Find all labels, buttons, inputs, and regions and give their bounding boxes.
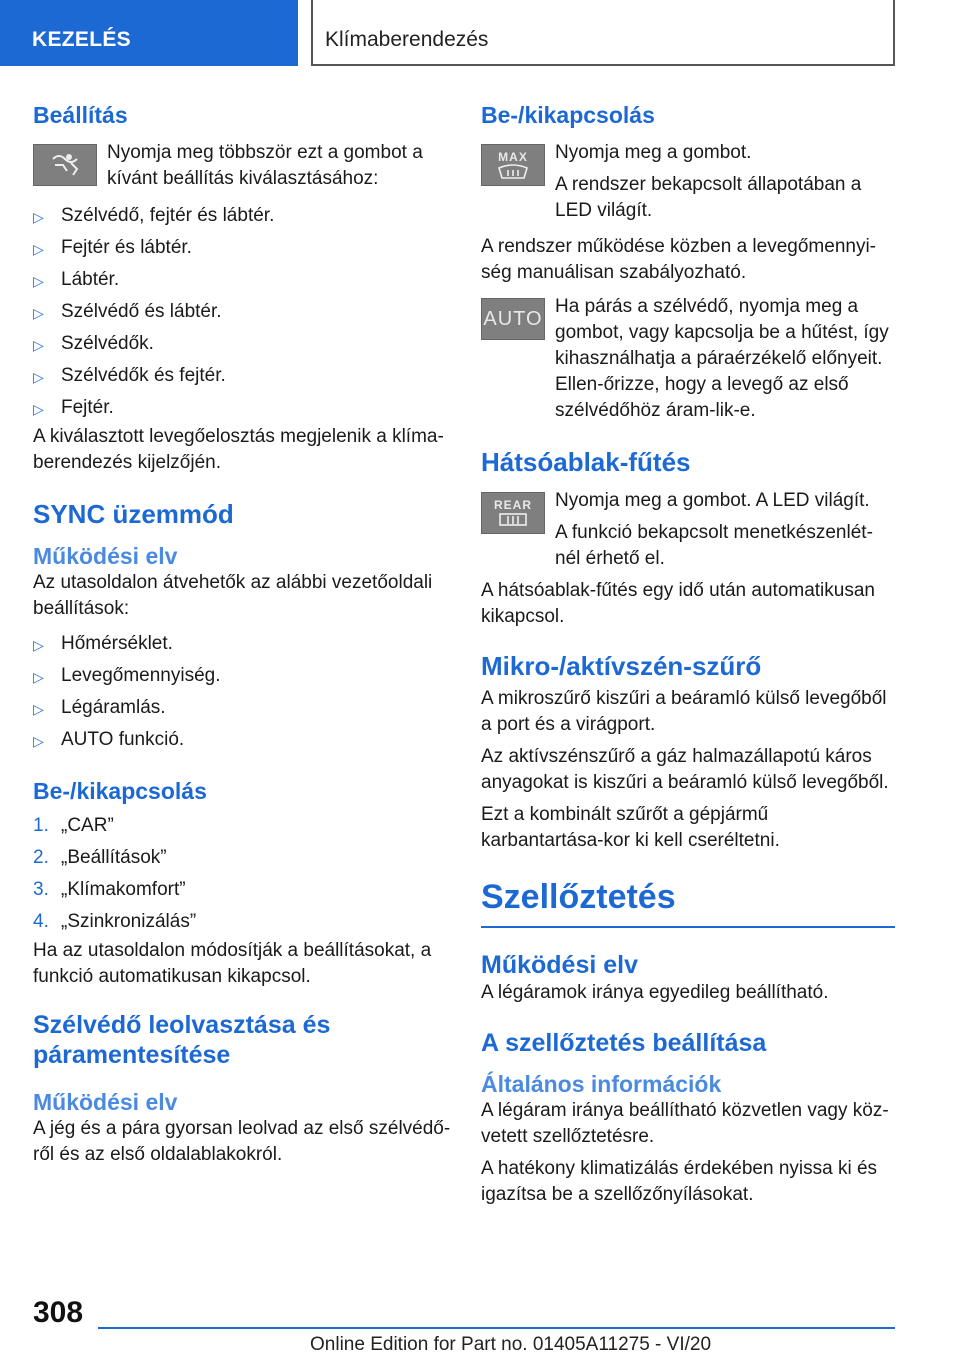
air-distribution-icon (43, 149, 87, 181)
windscreen-heat-icon (496, 164, 530, 180)
auto-text: Ha párás a szélvédő, nyomja meg a gombot, vagy kapcsolja be a hűtést, így kihasználhatja a páraérzékelő előnyeit. Ellen-őrizze, hogy a levegő az első szélvédőhöz áram-lik-e. (555, 296, 889, 421)
onoff-text-2a: A rendszer bekapcsolt állapotában a LED világít. (555, 174, 862, 221)
filter-text-3: Ezt a kombinált szűrőt a gépjármű karbantartása-kor ki kell cseréltetni. (481, 804, 780, 851)
triangle-bullet-icon: ▷ (33, 369, 44, 385)
onoff-text-1: Nyomja meg a gombot. (555, 142, 752, 163)
section-rule (481, 926, 895, 928)
triangle-bullet-icon: ▷ (33, 241, 44, 257)
triangle-bullet-icon: ▷ (33, 669, 44, 685)
list-item: ▷ Szélvédő és lábtér. (33, 296, 453, 328)
rear-text-3: A hátsóablak-fűtés egy idő után automatikusan kikapcsol. (481, 580, 875, 627)
heading-sync: SYNC üzemmód (33, 499, 234, 529)
rear-text-2: A funkció bekapcsolt menetkészenlét-nél érhető el. (555, 522, 873, 569)
auto-button-icon (481, 298, 545, 340)
heading-vent-principle: Működési elv (481, 951, 638, 979)
defrost-text: A jég és a pára gyorsan leolvad az első szélvédő-ről és az első oldalablakokról. (33, 1118, 451, 1165)
setting-button-text: Nyomja meg többször ezt a gombot a kívánt beállítás kiválasztásához: (107, 142, 423, 189)
list-item: ▷ Fejtér és lábtér. (33, 232, 453, 264)
triangle-bullet-icon: ▷ (33, 273, 44, 289)
max-defrost-button-icon (481, 144, 545, 186)
triangle-bullet-icon: ▷ (33, 733, 44, 749)
edition-text: Online Edition for Part no. 01405A11275 - VI/20 (310, 1334, 712, 1355)
rear-window-heat-icon (496, 512, 530, 528)
rear-button-label: REAR (493, 498, 532, 512)
general-text-2: A hatékony klimatizálás érdekében nyissa ki és igazítsa be a szellőzőnyílásokat. (481, 1158, 878, 1205)
filter-text-2: Az aktívszénszűrő a gáz halmazállapotú káros anyagokat is kiszűri a beáramló külső levegőből. (481, 746, 889, 793)
step-item: 3. „Klímakomfort” (33, 879, 186, 900)
air-distribution-button-icon (33, 144, 97, 186)
heading-filter: Mikro-/aktívszén-szűrő (481, 651, 762, 681)
step-item: 4. „Szinkronizálás” (33, 911, 197, 932)
right-column (481, 100, 895, 1214)
sync-note-text: Ha az utasoldalon módosítják a beállításokat, a funkció automatikusan kikapcsol. (33, 940, 432, 987)
auto-button-row (481, 294, 895, 424)
list-item: ▷ Lábtér. (33, 264, 453, 296)
setting-list (33, 200, 453, 424)
sync-steps (33, 810, 453, 938)
triangle-bullet-icon: ▷ (33, 337, 44, 353)
max-button-row (481, 140, 895, 224)
heading-defrost-principle: Működési elv (33, 1089, 178, 1115)
list-item: ▷ Hőmérséklet. (33, 628, 453, 660)
onoff-text-3: A rendszer működése közben a levegőmennyi-ség manuálisan szabályozható. (481, 236, 877, 283)
list-item: ▷ Szélvédő, fejtér és lábtér. (33, 200, 453, 232)
step-item: 1. „CAR” (33, 815, 114, 836)
page-header (0, 0, 960, 66)
heading-vent-setting: A szellőztetés beállítása (481, 1029, 767, 1057)
heading-general-info: Általános információk (481, 1071, 722, 1097)
list-item: ▷ Szélvédők és fejtér. (33, 360, 453, 392)
setting-button-row (33, 140, 453, 194)
max-button-label: MAX (498, 150, 528, 164)
triangle-bullet-icon: ▷ (33, 701, 44, 717)
heading-setting: Beállítás (33, 102, 128, 128)
triangle-bullet-icon: ▷ (33, 305, 44, 321)
triangle-bullet-icon: ▷ (33, 401, 44, 417)
sync-list (33, 628, 453, 756)
heading-defrost: Szélvédő leolvasztása és páramentesítése (33, 1011, 331, 1069)
heading-sync-principle: Működési elv (33, 543, 178, 569)
list-item: ▷ Levegőmennyiség. (33, 660, 453, 692)
filter-text-1: A mikroszűrő kiszűri a beáramló külső levegőből a port és a virágport. (481, 688, 887, 735)
triangle-bullet-icon: ▷ (33, 637, 44, 653)
triangle-bullet-icon: ▷ (33, 209, 44, 225)
left-column (33, 100, 453, 1174)
list-item: ▷ Légáramlás. (33, 692, 453, 724)
sync-intro-text: Az utasoldalon átvehetők az alábbi vezetőoldali beállítások: (33, 572, 433, 619)
heading-ventilation: Szellőztetés (481, 878, 676, 916)
section-title: KEZELÉS (0, 0, 298, 66)
heading-sync-onoff: Be-/kikapcsolás (33, 778, 207, 804)
rear-text-1: Nyomja meg a gombot. A LED világít. (555, 490, 870, 511)
heading-onoff: Be-/kikapcsolás (481, 102, 655, 128)
list-item: ▷ AUTO funkció. (33, 724, 453, 756)
footer-rule (98, 1327, 895, 1329)
list-item: ▷ Szélvédők. (33, 328, 453, 360)
page-number: 308 (33, 1296, 84, 1329)
rear-button-row (481, 488, 895, 572)
step-item: 2. „Beállítások” (33, 847, 167, 868)
auto-button-label: AUTO (483, 307, 543, 330)
list-item: ▷ Fejtér. (33, 392, 453, 424)
general-text-1: A légáram iránya beállítható közvetlen vagy köz-vetett szellőztetésre. (481, 1100, 889, 1147)
setting-after-text: A kiválasztott levegőelosztás megjelenik a klíma-berendezés kijelzőjén. (33, 426, 444, 473)
vent-principle-text: A légáramok iránya egyedileg beállítható. (481, 982, 829, 1003)
chapter-title: Klímaberendezés (311, 0, 895, 66)
rear-defrost-button-icon (481, 492, 545, 534)
heading-rear: Hátsóablak-fűtés (481, 447, 691, 477)
